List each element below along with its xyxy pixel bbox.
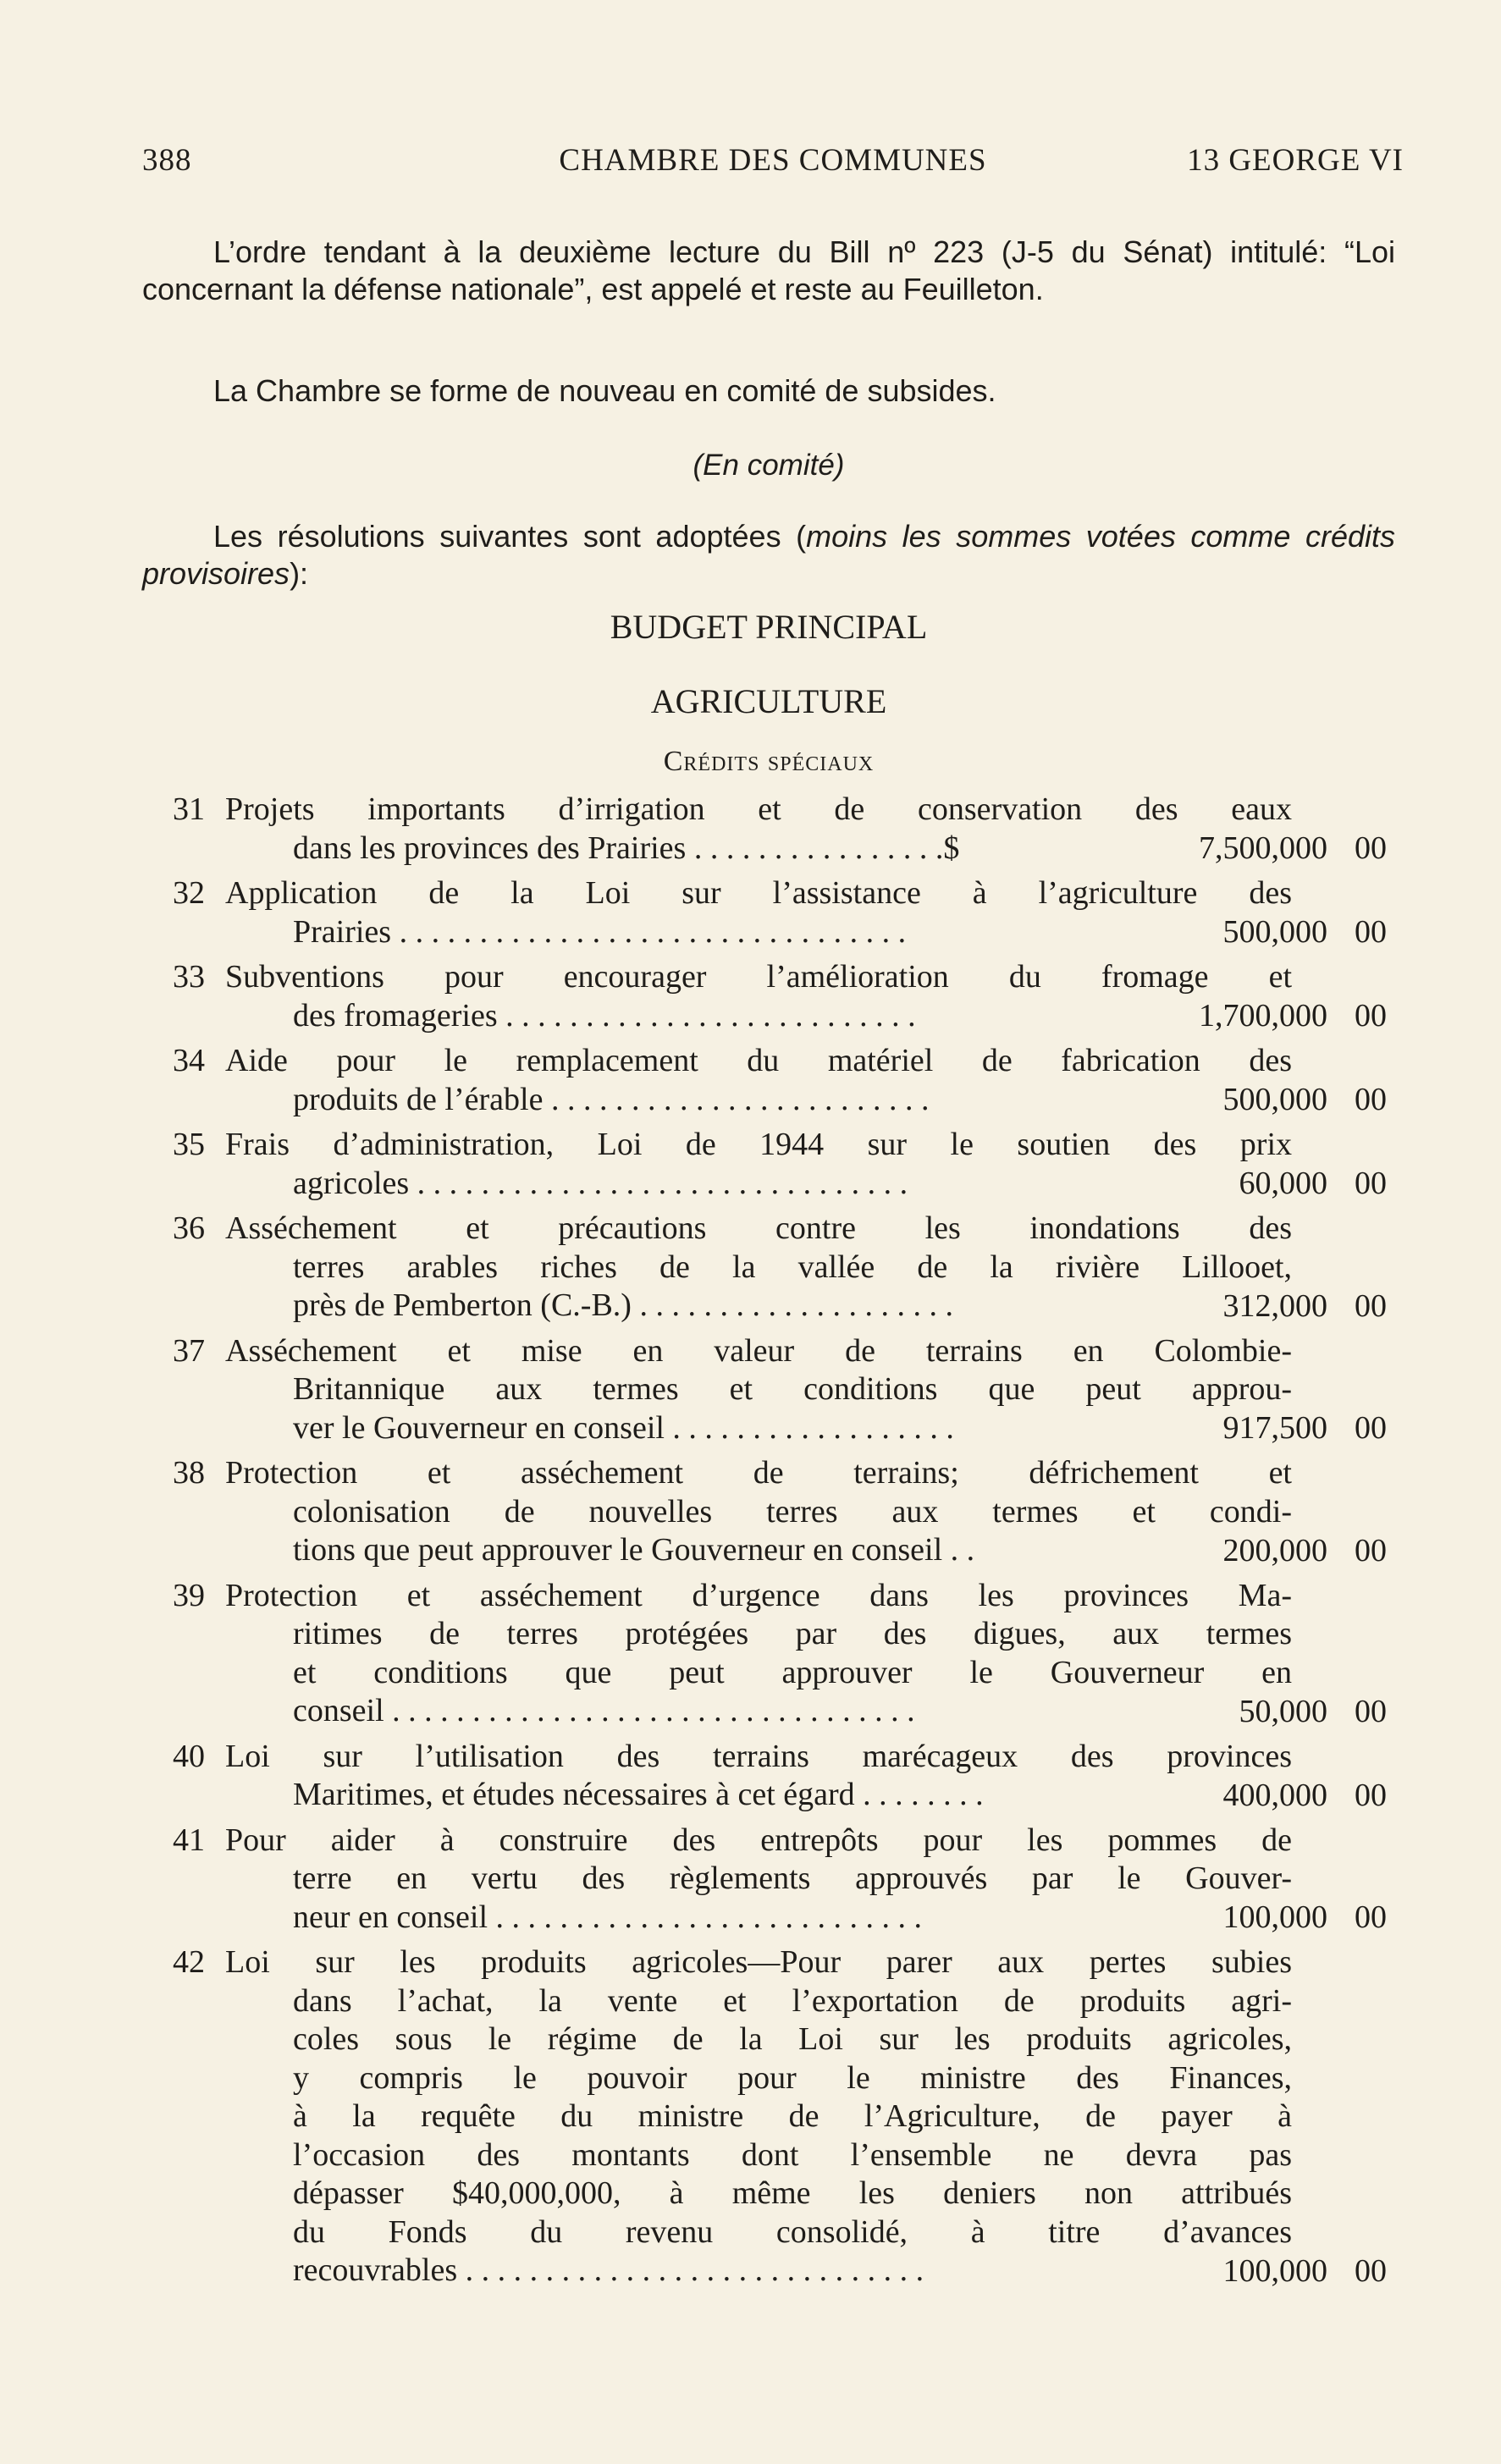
credit-item-line: agricoles . . . . . . . . . . . . . . . . . . . . . . . . . . . . . . . [293,1165,908,1201]
credit-item [142,958,1404,1035]
credit-item-line: Protection et asséchement d’urgence dans les provinces Ma- [225,1577,1292,1613]
in-committee-label: (En comité) [693,449,845,482]
credit-item [142,1454,1404,1570]
running-title: CHAMBRE DES COMMUNES [559,143,987,178]
credit-item-line: colonisation de nouvelles terres aux termes et condi- [293,1493,1292,1530]
amount-dollars: 7,500,000 [1199,830,1327,866]
credit-item-amount [1223,1777,1388,1815]
credit-item-line: conseil . . . . . . . . . . . . . . . . . . . . . . . . . . . . . . . . . [293,1693,915,1728]
credit-item-description [225,1042,1292,1119]
credit-item-line: Aide pour le remplacement du matériel de fabrication des [225,1043,1292,1078]
credit-item-description [225,791,1292,868]
credit-item-amount [1223,1409,1388,1447]
credit-item-number: 33 [173,959,205,995]
amount-cents: 00 [1355,1166,1387,1201]
credit-item-line: à la requête du ministre de l’Agriculture, de payer à [293,2098,1292,2134]
heading-credits-speciaux: Crédits spéciaux [663,746,875,777]
credit-item-line: terre en vertu des règlements approuvés par le Gouver- [293,1860,1292,1896]
paragraph-committee: La Chambre se forme de nouveau en comité de subsides. [213,373,996,408]
credit-item-amount [1199,997,1387,1035]
credit-item-number: 38 [173,1455,205,1491]
credit-item-line: Maritimes, et études nécessaires à cet égard . . . . . . . . [293,1777,984,1812]
credit-item-number: 41 [173,1822,205,1858]
credit-item-amount [1223,2252,1388,2290]
heading-budget-principal: BUDGET PRINCIPAL [610,608,928,646]
amount-dollars: 100,000 [1222,2252,1327,2289]
credit-item-line: Loi sur les produits agricoles—Pour parer aux pertes subies [225,1944,1292,1980]
credit-item-number: 39 [173,1577,205,1613]
credit-item-line: près de Pemberton (C.-B.) . . . . . . . . . . . . . . . . . . . . [293,1287,953,1323]
credit-item-amount [1223,913,1388,951]
amount-dollars: 500,000 [1222,1082,1327,1117]
credit-item-number: 35 [173,1127,205,1162]
credit-item-line: l’occasion des montants dont l’ensemble ne devra pas [293,2136,1292,2173]
credit-item-description [225,1210,1292,1326]
amount-cents: 00 [1355,1082,1387,1117]
credit-item [142,1042,1404,1119]
amount-dollars: 200,000 [1222,1532,1327,1568]
credit-item-amount [1223,1532,1388,1570]
amount-cents: 00 [1355,1777,1387,1813]
credit-item [142,1332,1404,1448]
credit-item-line: Asséchement et précautions contre les inondations des [225,1210,1292,1246]
credit-item-line: terres arables riches de la vallée de la rivière Lillooet, [293,1249,1292,1285]
credit-item-amount [1223,1899,1388,1937]
amount-cents: 00 [1355,914,1387,950]
credit-item-description [225,1577,1292,1731]
amount-cents: 00 [1355,998,1387,1034]
amount-dollars: 50,000 [1239,1693,1327,1729]
credit-item-line: y compris le pouvoir pour le ministre des Finances, [293,2059,1292,2096]
credit-item-amount [1239,1165,1388,1203]
credit-item [142,1738,1404,1815]
amount-cents: 00 [1355,1410,1387,1446]
credit-item [142,1943,1404,2290]
credit-items-list [142,791,1404,2297]
credit-item [142,1822,1404,1938]
credit-item-line: des fromageries . . . . . . . . . . . . . . . . . . . . . . . . . . [293,997,916,1034]
page-number: 388 [142,143,192,178]
amount-dollars: 312,000 [1222,1287,1327,1324]
amount-cents: 00 [1355,2252,1387,2289]
credit-item-amount [1199,830,1387,868]
credit-item-amount [1223,1287,1388,1326]
paragraph-bill-order: L’ordre tendant à la deuxième lecture du Bill nº 223 (J-5 du Sénat) intitulé: “Loi concernant la défense nationale”, est appelé et reste au Feuilleton. [142,234,1395,306]
credit-item-amount [1239,1693,1388,1731]
credit-item-line: Frais d’administration, Loi de 1944 sur le soutien des prix [225,1127,1292,1162]
credit-item-line: Prairies . . . . . . . . . . . . . . . . . . . . . . . . . . . . . . . . [293,913,907,950]
amount-dollars: 100,000 [1222,1899,1327,1935]
credit-item-line: recouvrables . . . . . . . . . . . . . . . . . . . . . . . . . . . . . [293,2252,924,2288]
credit-item-description [225,1943,1292,2290]
credit-item-line: dépasser $40,000,000, à même les deniers non attribués [293,2175,1292,2211]
credit-item-line: dans l’achat, la vente et l’exportation de produits agri- [293,1982,1292,2019]
credit-item-number: 32 [173,875,205,911]
amount-dollars: 917,500 [1222,1410,1327,1446]
amount-dollars: 500,000 [1222,914,1327,950]
credit-item-line: Loi sur l’utilisation des terrains marécageux des provinces [225,1738,1292,1774]
credit-item-line: tions que peut approuver le Gouverneur en conseil . . [293,1532,975,1568]
amount-cents: 00 [1355,830,1387,866]
credit-item-line: du Fonds du revenu consolidé, à titre d’avances [293,2213,1292,2250]
reign-label: 13 GEORGE VI [1187,143,1404,178]
credit-item [142,791,1404,868]
credit-item-description [225,1332,1292,1448]
credit-item-description [225,1738,1292,1815]
credit-item-number: 34 [173,1043,205,1078]
amount-cents: 00 [1355,1693,1387,1729]
credit-item-amount [1223,1081,1388,1119]
heading-agriculture: AGRICULTURE [650,682,887,720]
credit-item-line: Subventions pour encourager l’amélioration du fromage et [225,959,1292,995]
credit-item-number: 36 [173,1210,205,1246]
credit-item [142,1126,1404,1203]
credit-item-line: dans les provinces des Prairies . . . . . . . . . . . . . . . .$ [293,830,960,866]
credit-item-number: 42 [173,1944,205,1980]
amount-cents: 00 [1355,1899,1387,1935]
credit-item [142,1210,1404,1326]
credit-item-line: ritimes de terres protégées par des digues, aux termes [293,1616,1292,1651]
credit-item-line: Asséchement et mise en valeur de terrains en Colombie- [225,1332,1292,1369]
page-header [142,142,1404,185]
amount-dollars: 1,700,000 [1199,998,1327,1034]
credit-item-description [225,1822,1292,1938]
credit-item-line: et conditions que peut approuver le Gouverneur en [293,1654,1292,1690]
amount-dollars: 60,000 [1239,1166,1327,1201]
paragraph-resolutions: Les résolutions suivantes sont adoptées (moins les sommes votées comme crédits provisoires): [142,519,1395,591]
amount-cents: 00 [1355,1287,1387,1324]
credit-item [142,1577,1404,1731]
credit-item-line: Britannique aux termes et conditions que peut approu- [293,1371,1292,1407]
credit-item-description [225,958,1292,1035]
credit-item-line: Projets importants d’irrigation et de conservation des eaux [225,791,1292,827]
credit-item-line: coles sous le régime de la Loi sur les produits agricoles, [293,2021,1292,2057]
credit-item-number: 37 [173,1332,205,1369]
credit-item-number: 31 [173,791,205,827]
credit-item-number: 40 [173,1738,205,1774]
credit-item-line: neur en conseil . . . . . . . . . . . . . . . . . . . . . . . . . . . [293,1899,923,1935]
credit-item-description [225,1126,1292,1203]
credit-item [142,874,1404,951]
credit-item-line: Application de la Loi sur l’assistance à l’agriculture des [225,875,1292,911]
credit-item-description [225,874,1292,951]
credit-item-line: ver le Gouverneur en conseil . . . . . . . . . . . . . . . . . . [293,1409,954,1446]
credit-item-description [225,1454,1292,1570]
amount-dollars: 400,000 [1222,1777,1327,1813]
credit-item-line: Pour aider à construire des entrepôts pour les pommes de [225,1822,1292,1858]
credit-item-line: Protection et asséchement de terrains; défrichement et [225,1455,1292,1491]
credit-item-line: produits de l’érable . . . . . . . . . . . . . . . . . . . . . . . . [293,1081,930,1117]
amount-cents: 00 [1355,1532,1387,1568]
